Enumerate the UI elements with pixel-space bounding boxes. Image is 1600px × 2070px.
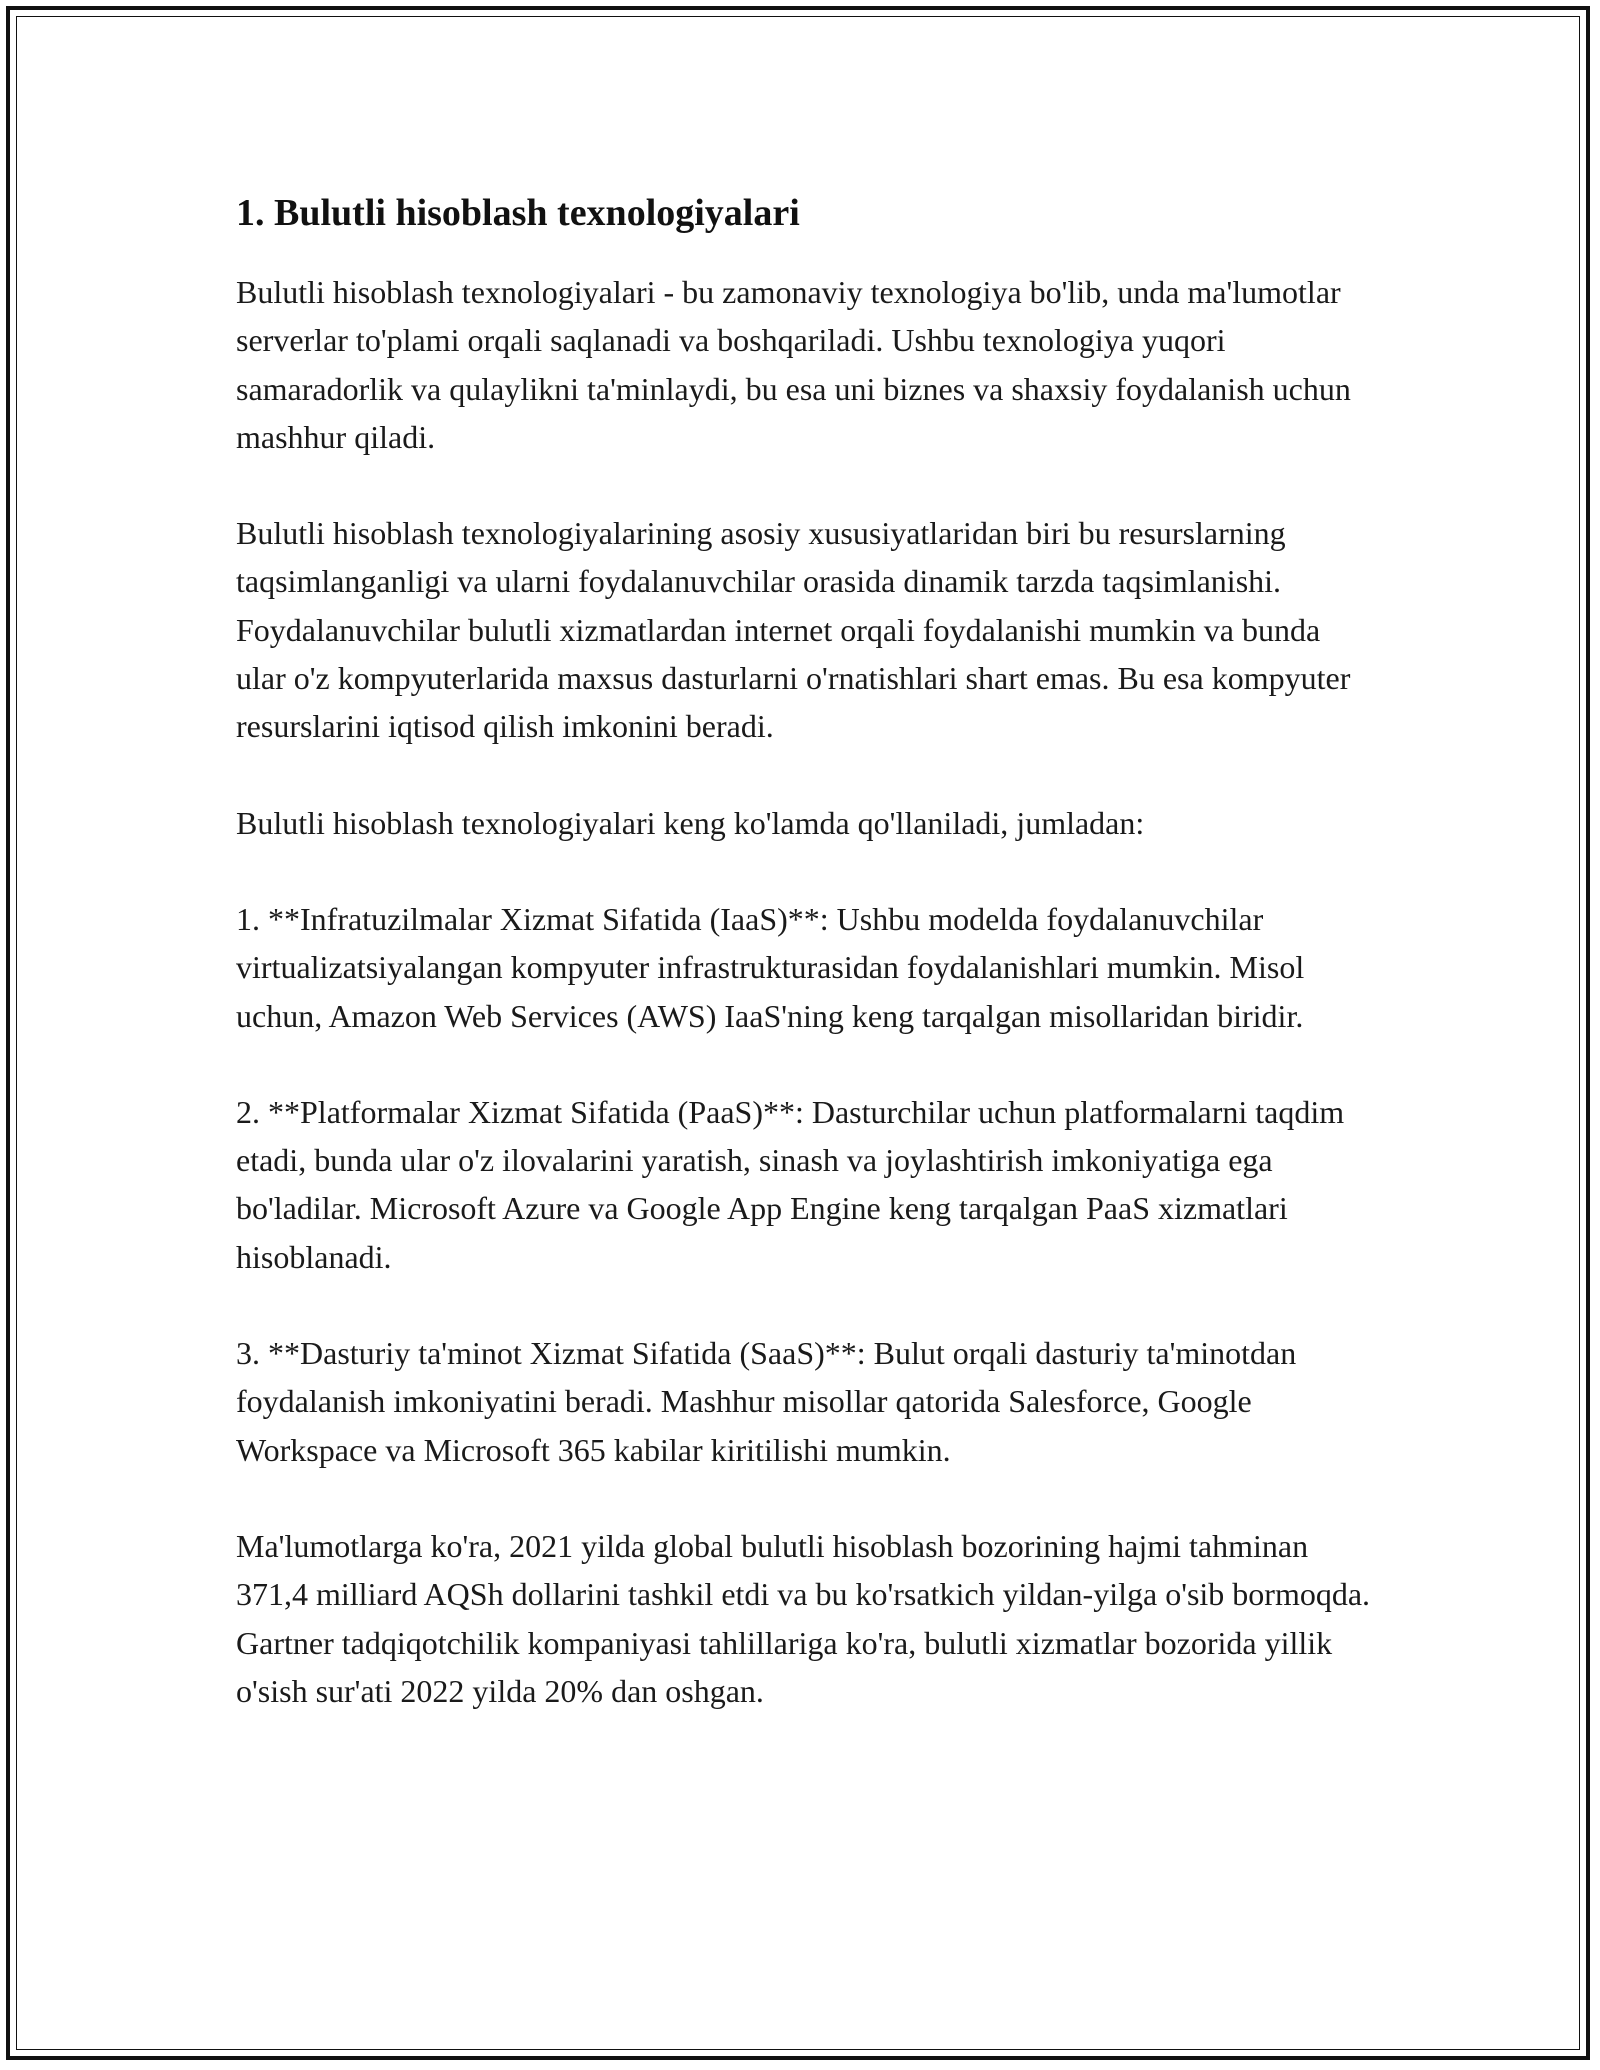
paragraph-saas: 3. **Dasturiy ta'minot Xizmat Sifatida (SaaS)**: Bulut orqali dasturiy ta'minotdan foydalanish imkoniyatini beradi. Mashhur misollar qatorida Salesforce, Google Workspace va Microsoft 365 kabilar kiritilishi mumkin.	[236, 1335, 1297, 1468]
paragraph-market: Ma'lumotlarga ko'ra, 2021 yilda global bulutli hisoblash bozorining hajmi tahminan 371,4 milliard AQSh dollarini tashkil etdi va bu ko'rsatkich yildan-yilga o'sib bormoqda. Gartner tadqiqotchilik kompaniyasi tahlillariga ko'ra, bulutli xizmatlar bozorida yillik o'sish sur'ati 2022 yilda 20% dan oshgan.	[236, 1527, 1371, 1709]
paragraph-features: Bulutli hisoblash texnologiyalarining asosiy xususiyatlaridan biri bu resurslarning taqsimlanganligi va ularni foydalanuvchilar orasida dinamik tarzda taqsimlanishi. Foydalanuvchilar bulutli xizmatlardan internet orqali foydalanishi mumkin va bunda ular o'z kompyuterlarida maxsus dasturlarni o'rnatishlari shart emas. Bu esa kompyuter resurslarini iqtisod qilish imkonini beradi.	[236, 515, 1351, 745]
paragraph-usage-intro: Bulutli hisoblash texnologiyalari keng ko'lamda qo'llaniladi, jumladan:	[236, 804, 1145, 841]
paragraph-paas: 2. **Platformalar Xizmat Sifatida (PaaS)**: Dasturchilar uchun platformalarni taqdim etadi, bunda ular o'z ilovalarini yaratish, sinash va joylashtirish imkoniyatiga ega bo'ladilar. Microsoft Azure va Google App Engine keng tarqalgan PaaS xizmatlari hisoblanadi.	[236, 1093, 1345, 1275]
paragraph-intro: Bulutli hisoblash texnologiyalari - bu zamonaviy texnologiya bo'lib, unda ma'lumotlar serverlar to'plami orqali saqlanadi va boshqariladi. Ushbu texnologiya yuqori samaradorlik va qulaylikni ta'minlaydi, bu esa uni biznes va shaxsiy foydalanish uchun mashhur qiladi.	[236, 274, 1351, 455]
section-title: 1. Bulutli hisoblash texnologiyalari	[236, 192, 800, 234]
document-body	[236, 188, 1376, 1763]
paragraph-iaas: 1. **Infratuzilmalar Xizmat Sifatida (IaaS)**: Ushbu modelda foydalanuvchilar virtualizatsiyalangan kompyuter infrastrukturasidan foydalanishlari mumkin. Misol uchun, Amazon Web Services (AWS) IaaS'ning keng tarqalgan misollaridan biridir.	[236, 900, 1305, 1034]
